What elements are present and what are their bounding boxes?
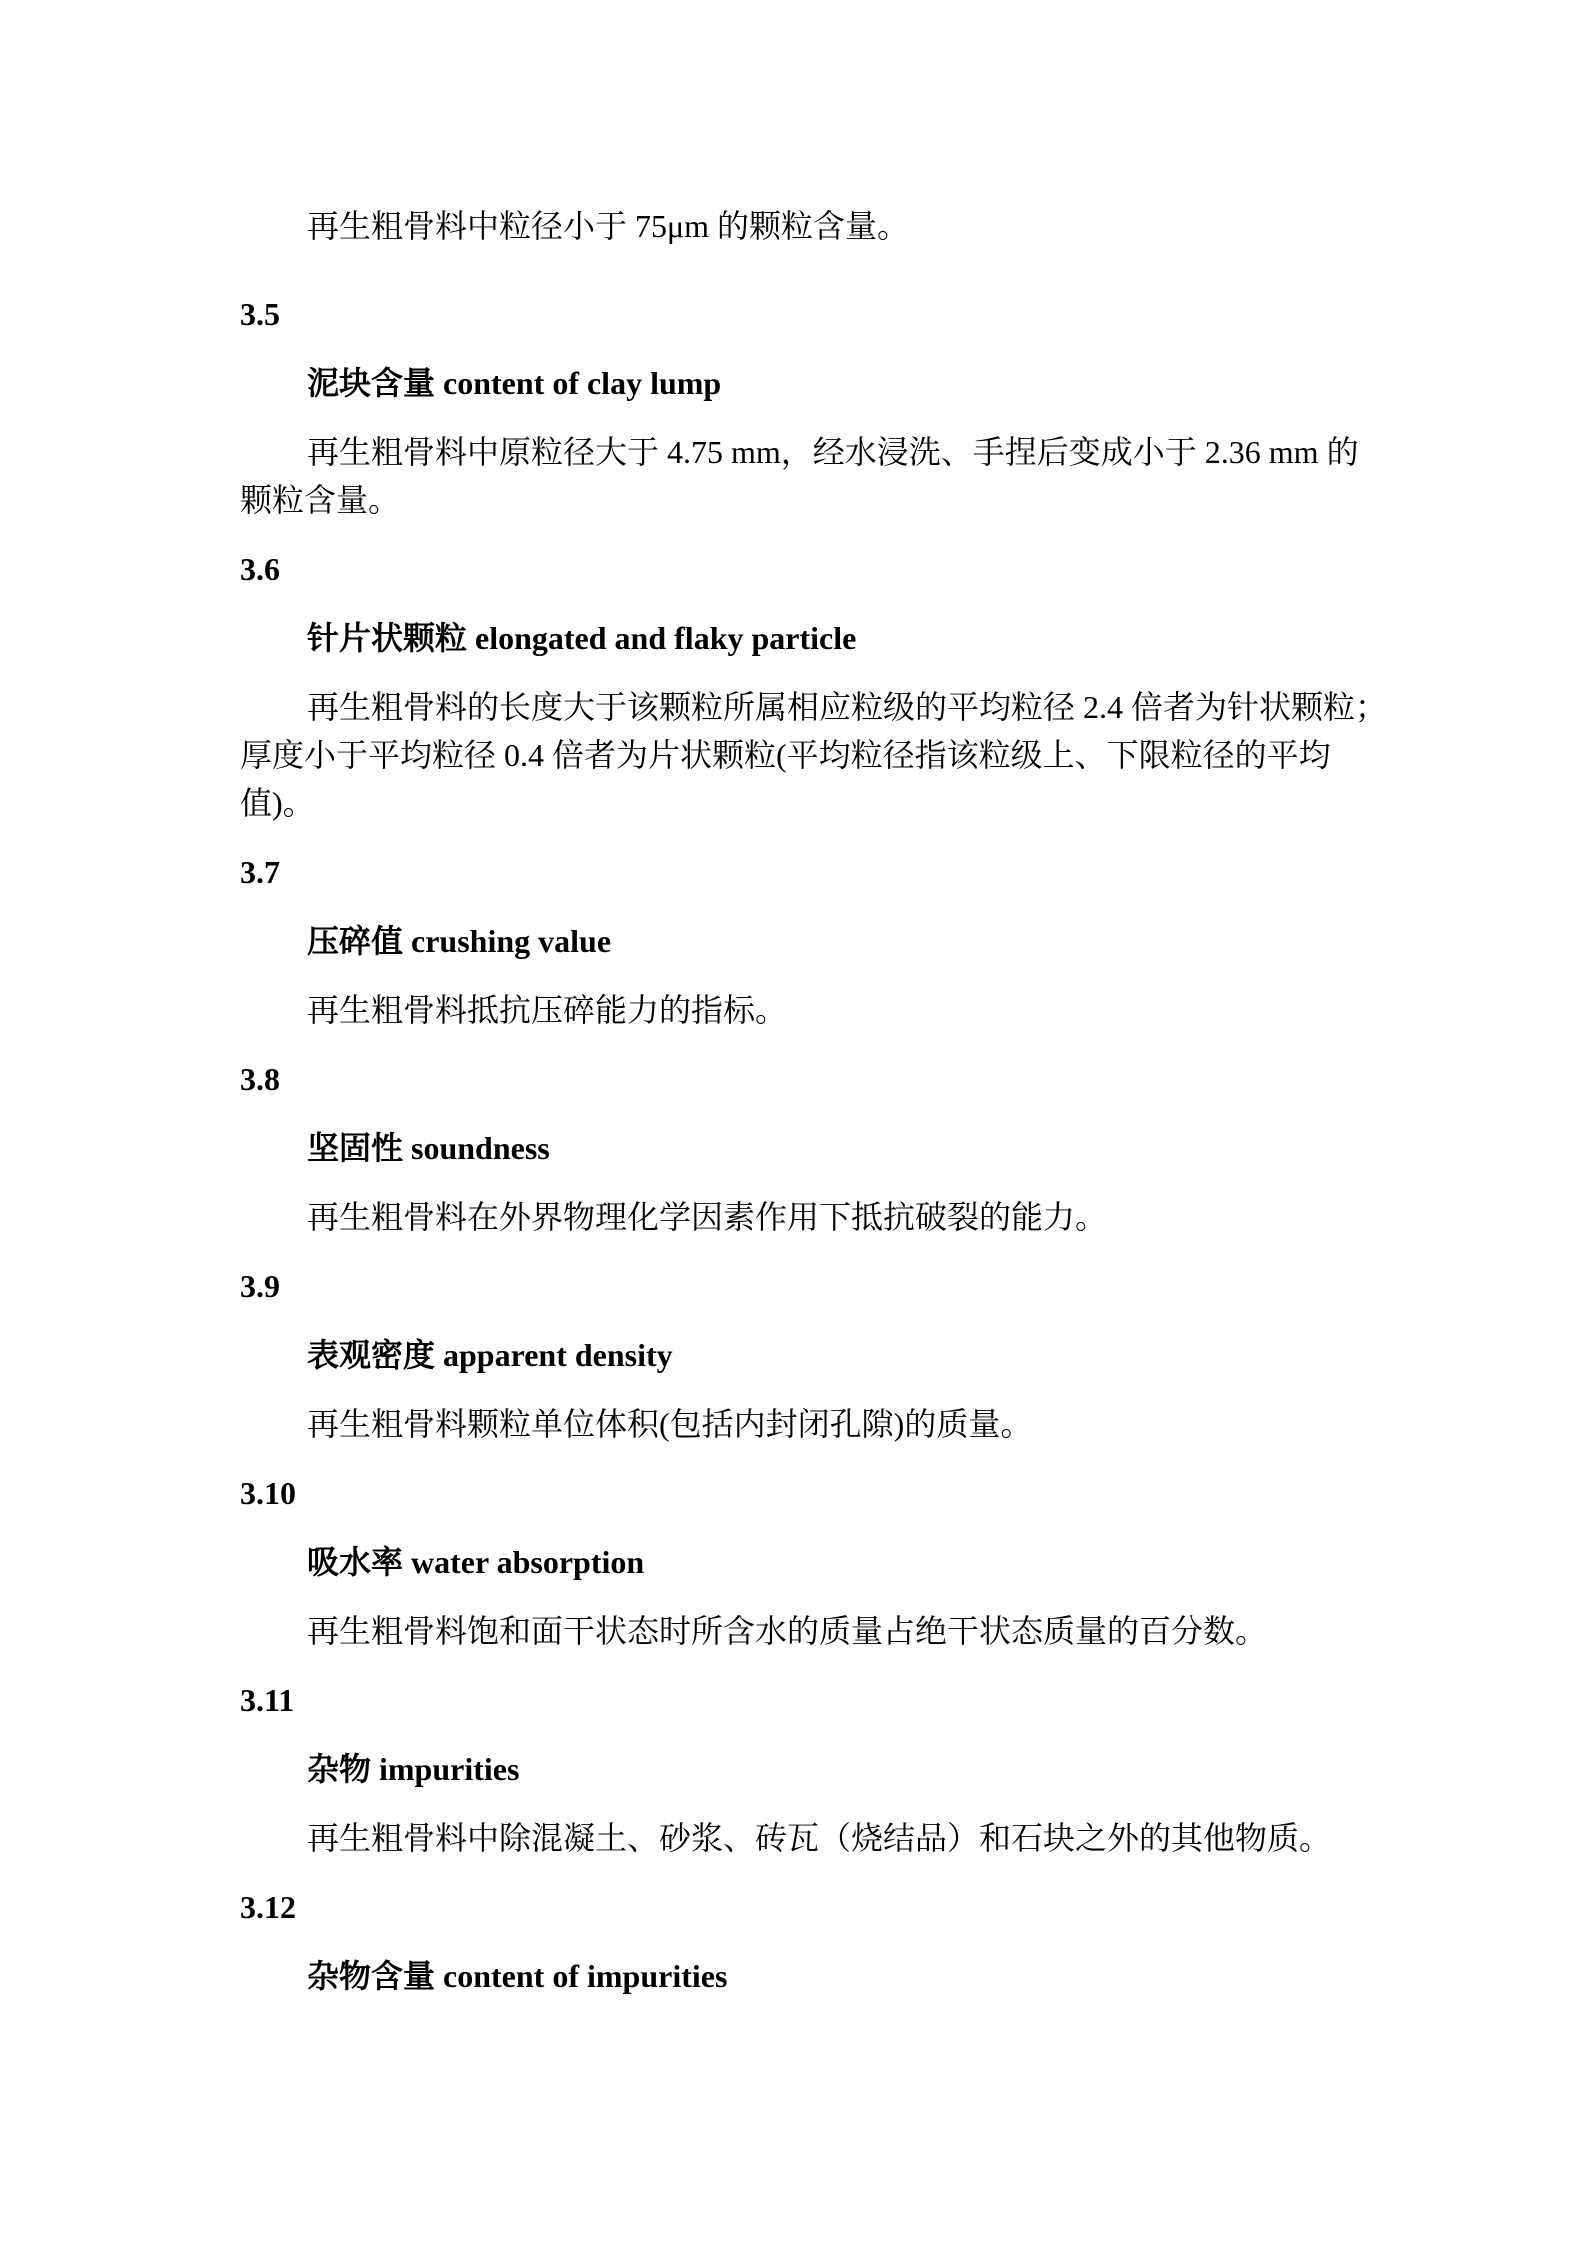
definition-line: 再生粗骨料抵抗压碎能力的指标。 bbox=[307, 992, 788, 1028]
section-number: 3.12 bbox=[240, 1889, 296, 1925]
definition-line: 再生粗骨料中除混凝土、砂浆、砖瓦（烧结品）和石块之外的其他物质。 bbox=[307, 1820, 1332, 1856]
intro-definition-paragraph bbox=[240, 202, 1367, 250]
term-paragraph bbox=[240, 1331, 1367, 1379]
section-number-paragraph bbox=[240, 1883, 1367, 1931]
definition-line: 颗粒含量。 bbox=[240, 482, 401, 518]
term-heading: 泥块含量 content of clay lump bbox=[307, 365, 722, 401]
definition-line: 再生粗骨料颗粒单位体积(包括内封闭孔隙)的质量。 bbox=[307, 1406, 1033, 1442]
definition-paragraph bbox=[240, 683, 1388, 827]
section-number-paragraph bbox=[240, 848, 1367, 896]
section-number-paragraph bbox=[240, 290, 1367, 338]
definition-paragraph bbox=[240, 1607, 1367, 1655]
section-number: 3.8 bbox=[240, 1061, 280, 1097]
term-heading: 表观密度 apparent density bbox=[307, 1337, 673, 1373]
section-number: 3.6 bbox=[240, 551, 280, 587]
section-number-paragraph bbox=[240, 1676, 1367, 1724]
definition-line: 再生粗骨料在外界物理化学因素作用下抵抗破裂的能力。 bbox=[307, 1199, 1108, 1235]
definition-line: 再生粗骨料饱和面干状态时所含水的质量占绝干状态质量的百分数。 bbox=[307, 1613, 1268, 1649]
term-paragraph bbox=[240, 359, 1367, 407]
definition-paragraph bbox=[240, 428, 1367, 524]
section-number: 3.9 bbox=[240, 1268, 280, 1304]
definition-paragraph bbox=[240, 1193, 1367, 1241]
definition-line: 再生粗骨料中粒径小于 75μm 的颗粒含量。 bbox=[307, 208, 910, 244]
term-paragraph bbox=[240, 1538, 1367, 1586]
section-number-paragraph bbox=[240, 1262, 1367, 1310]
section-number-paragraph bbox=[240, 1469, 1367, 1517]
section-number: 3.11 bbox=[240, 1682, 295, 1718]
term-heading: 杂物含量 content of impurities bbox=[307, 1958, 728, 1994]
section-number: 3.5 bbox=[240, 296, 280, 332]
term-heading: 坚固性 soundness bbox=[307, 1130, 550, 1166]
definition-paragraph bbox=[240, 1400, 1367, 1448]
definition-line: 值)。 bbox=[240, 785, 315, 821]
definition-paragraph bbox=[240, 986, 1367, 1034]
section-number-paragraph bbox=[240, 1055, 1367, 1103]
term-paragraph bbox=[240, 1952, 1367, 2000]
term-paragraph bbox=[240, 917, 1367, 965]
definition-line: 再生粗骨料的长度大于该颗粒所属相应粒级的平均粒径 2.4 倍者为针状颗粒； bbox=[307, 689, 1388, 725]
term-paragraph bbox=[240, 1124, 1367, 1172]
term-heading: 吸水率 water absorption bbox=[307, 1544, 645, 1580]
term-paragraph bbox=[240, 614, 1367, 662]
definition-line: 厚度小于平均粒径 0.4 倍者为片状颗粒(平均粒径指该粒级上、下限粒径的平均 bbox=[240, 737, 1331, 773]
term-heading: 杂物 impurities bbox=[307, 1751, 520, 1787]
section-number: 3.10 bbox=[240, 1475, 296, 1511]
section-number: 3.7 bbox=[240, 854, 280, 890]
term-heading: 针片状颗粒 elongated and flaky particle bbox=[307, 620, 857, 656]
term-heading: 压碎值 crushing value bbox=[307, 923, 612, 959]
term-paragraph bbox=[240, 1745, 1367, 1793]
section-number-paragraph bbox=[240, 545, 1367, 593]
definition-paragraph bbox=[240, 1814, 1367, 1862]
definition-line: 再生粗骨料中原粒径大于 4.75 mm，经水浸洗、手捏后变成小于 2.36 mm 的 bbox=[307, 434, 1359, 470]
